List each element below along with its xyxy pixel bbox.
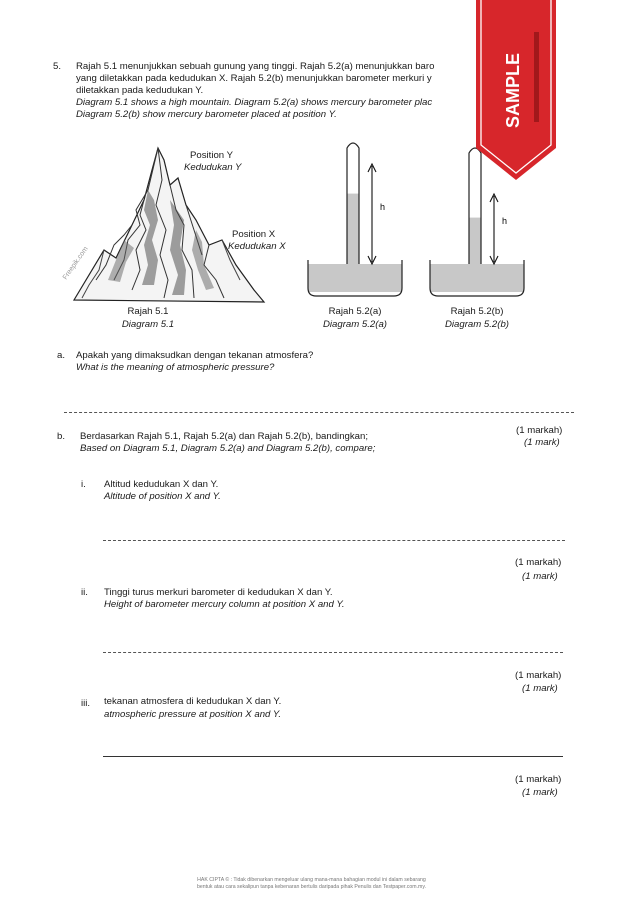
barometer-b-h-label: h (502, 216, 508, 226)
footer-copyright-line-1: HAK CIPTA © : Tidak dibenarkan mengeluar ulang mana-mana bahagian modul ini dalam sebarang (197, 877, 426, 883)
barometer-a-h-label: h (380, 202, 386, 212)
sub-iii-label: iii. (81, 698, 91, 709)
diagram-5-2b-caption-ms: Rajah 5.2(b) (450, 306, 504, 317)
sub-i-question-en: Altitude of position X and Y. (104, 491, 221, 502)
sub-ii-marks-ms: (1 markah) (515, 670, 562, 681)
sample-ribbon-shape (476, 0, 556, 182)
question-stem-ms-line-1: Rajah 5.1 menunjukkan sebuah gunung yang tinggi. Rajah 5.2(a) menunjukkan baro (76, 61, 435, 72)
part-a-marks-en: (1 mark) (524, 437, 560, 448)
sample-ribbon (476, 0, 556, 182)
sub-ii-question-ms: Tinggi turus merkuri barometer di kedudukan X dan Y. (104, 587, 333, 598)
sub-iii-question-en: atmospheric pressure at position X and Y. (104, 709, 282, 720)
position-y-label-en: Position Y (190, 150, 234, 161)
diagram-5-2b-caption-en: Diagram 5.2(b) (445, 319, 509, 330)
part-a-marks-ms: (1 markah) (516, 425, 563, 436)
barometer-a-drawing (300, 138, 410, 303)
sub-i-label: i. (81, 479, 86, 490)
sample-ribbon-text: SAMPLE (503, 52, 523, 128)
part-a-question-ms: Apakah yang dimaksudkan dengan tekanan atmosfera? (76, 350, 314, 361)
diagram-5-1-caption-en: Diagram 5.1 (121, 319, 175, 330)
position-y-label-ms: Kedudukan Y (184, 162, 242, 173)
position-x-label-ms: Kedudukan X (228, 241, 286, 252)
sub-i-marks-ms: (1 markah) (515, 557, 562, 568)
sub-iii-marks-ms: (1 markah) (515, 774, 562, 785)
sub-i-answer-line[interactable] (103, 540, 565, 541)
barometer-a (300, 138, 410, 303)
question-stem-ms-line-3: diletakkan pada kedudukan Y. (76, 85, 204, 96)
question-stem-en-line-2: Diagram 5.2(b) show mercury barometer placed at position Y. (76, 109, 337, 120)
part-b-question-en: Based on Diagram 5.1, Diagram 5.2(a) and Diagram 5.2(b), compare; (80, 443, 376, 454)
footer-copyright-line-2: bentuk atau cara sekalipun tanpa kebenaran bertulis daripada pihak Penulis dan Testpaper.com.my. (196, 884, 427, 890)
diagram-5-2a-caption-en: Diagram 5.2(a) (323, 319, 387, 330)
position-x-label-en: Position X (232, 229, 276, 240)
freepik-watermark: Freepik.com (61, 245, 90, 282)
sub-ii-label: ii. (81, 587, 88, 598)
diagram-5-1-caption-ms: Rajah 5.1 (127, 306, 169, 317)
diagram-5-2a-caption-ms: Rajah 5.2(a) (328, 306, 382, 317)
part-a-label: a. (57, 350, 66, 361)
question-stem-ms-line-2: yang diletakkan pada kedudukan X. Rajah 5.2(b) menunjukkan barometer merkuri y (76, 73, 432, 84)
sub-iii-answer-line[interactable] (103, 756, 563, 757)
part-a-answer-line[interactable] (64, 412, 574, 413)
sub-i-question-ms: Altitud kedudukan X dan Y. (104, 479, 219, 490)
sub-ii-question-en: Height of barometer mercury column at position X and Y. (104, 599, 345, 610)
sub-iii-question-ms: tekanan atmosfera di kedudukan X dan Y. (104, 696, 282, 707)
question-stem-en-line-1: Diagram 5.1 shows a high mountain. Diagram 5.2(a) shows mercury barometer plac (76, 97, 433, 108)
part-b-label: b. (57, 431, 66, 442)
sub-ii-answer-line[interactable] (103, 652, 563, 653)
part-b-question-ms: Berdasarkan Rajah 5.1, Rajah 5.2(a) dan Rajah 5.2(b), bandingkan; (80, 431, 368, 442)
sub-ii-marks-en: (1 mark) (522, 683, 558, 694)
sub-i-marks-en: (1 mark) (522, 571, 558, 582)
question-number: 5. (53, 61, 62, 72)
part-a-question-en: What is the meaning of atmospheric pressure? (76, 362, 275, 373)
sub-iii-marks-en: (1 mark) (522, 787, 558, 798)
